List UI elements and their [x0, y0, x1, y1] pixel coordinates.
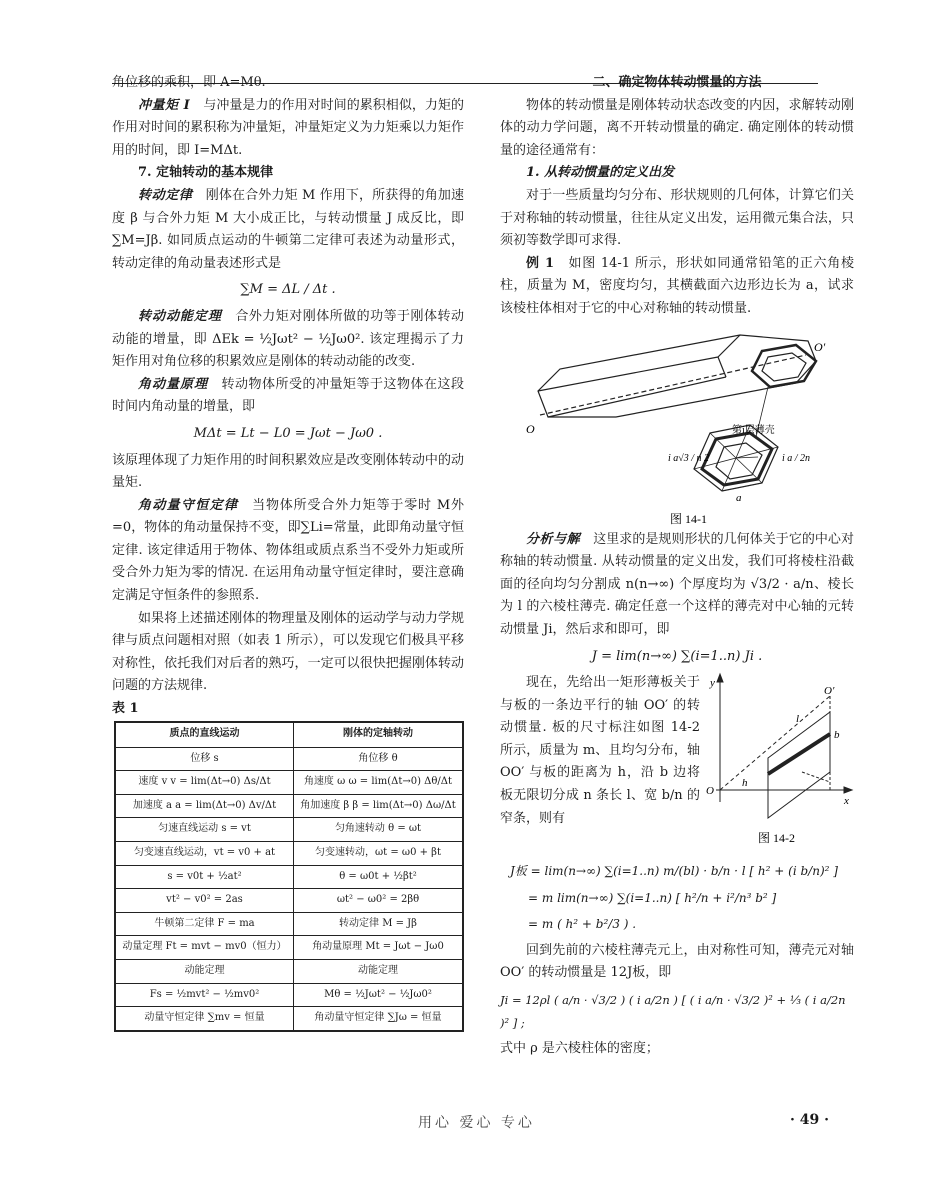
table-cell: 匀变速直线运动，vt = v0 + at [115, 842, 294, 866]
table-row [115, 983, 463, 1007]
top-line: 角位移的乘积，即 A=Mθ. [112, 75, 266, 90]
table-row [115, 818, 463, 842]
term-analysis: 分析与解 [526, 531, 581, 547]
table-row [115, 889, 463, 913]
figure-14-1 [500, 321, 854, 529]
formula-angular-momentum-law: ∑M = ΔL / Δt . [240, 282, 336, 298]
term-angular-momentum: 角动量原理 [138, 376, 208, 392]
formula-impulse-moment: MΔt = Lt − L0 = Jωt − Jω0 . [193, 425, 383, 441]
table-cell: 牛顿第二定律 F = ma [115, 912, 294, 936]
paragraph-rho: 式中 ρ 是六棱柱体的密度； [500, 1041, 659, 1057]
table-cell: 角动量守恒定律 ∑Jω = 恒量 [294, 1007, 464, 1031]
left-column [112, 72, 464, 1032]
table-cell: ωt² − ω0² = 2βθ [294, 889, 464, 913]
label-right-dim: i a / 2n [782, 452, 811, 464]
label-a: a [736, 491, 742, 504]
end-face-hexagon [752, 345, 816, 387]
figure-14-2 [706, 672, 854, 856]
section-7-heading: 7. 定轴转动的基本规律 [138, 165, 274, 181]
paragraph-conservation [112, 495, 464, 608]
paragraph-angular-momentum [112, 374, 464, 419]
table-row [115, 1007, 463, 1031]
kinetic-text: 合外力矩对刚体所做的功等于刚体转动动能的增量，即 ΔEk = ½Jωt² − ½Jω0². 该定理揭示了力矩作用对角位移的积累效应是刚体的转动动能的改变. [112, 308, 464, 370]
formula-sum-J: J = lim(n→∞) ∑(i=1..n) Ji . [591, 648, 763, 664]
table-row [115, 936, 463, 960]
footer-motto: 用心 爱心 专心 [418, 1115, 535, 1131]
table-cell: Fs = ½mvt² − ½mv0² [115, 983, 294, 1007]
table-header-cell: 质点的直线运动 [115, 722, 294, 748]
table-cell: s = v0t + ½at² [115, 865, 294, 889]
paragraph-summary: 如果将上述描述刚体的物理量及刚体的运动学与动力学规律与质点问题相对照（如表 1 所示），可以发现它们极具平移对称性，依托我们对后者的熟巧，一定可以很快把握刚体转动问题的方法规律. [112, 610, 464, 694]
label-O-prime: O′ [814, 339, 826, 354]
table-cell: 角加速度 β β = lim(Δt→0) Δω/Δt [294, 794, 464, 818]
table-cell: 匀变速转动，ωt = ω0 + βt [294, 842, 464, 866]
table-cell: 匀角速转动 θ = ωt [294, 818, 464, 842]
label-l: l [796, 713, 800, 726]
paragraph-rotation-law [112, 185, 464, 275]
term-conservation: 角动量守恒定律 [138, 497, 239, 513]
table-cell: 动能定理 [294, 959, 464, 983]
prism-edge [538, 357, 718, 391]
label-shell: 第i层薄壳 [732, 424, 775, 436]
table-cell: 动量定理 Ft = mvt − mv0（恒力） [115, 936, 294, 960]
plate-block [500, 672, 854, 856]
label-h: h [742, 777, 748, 790]
figure-14-2-caption: 图 14-2 [758, 831, 795, 846]
paragraph-example [500, 253, 854, 321]
conservation-text: 当物体所受合外力矩等于零时 M外=0，物体的角动量保持不变，即∑Li=常量，此即角动量守恒定律. 该定律适用于物体、物体组或质点系当不受外力矩或所受合外力矩为零的情况. 在运用角动量守恒定律时，要注意确定满足守恒条件的参照系. [112, 497, 464, 604]
table-header-cell: 刚体的定轴转动 [294, 722, 464, 748]
prism-outline [538, 335, 816, 417]
term-impulse: 冲量矩 I [138, 97, 191, 113]
page-number: · 49 · [790, 1112, 829, 1128]
table-row [115, 865, 463, 889]
subsection-1-heading: 1. 从转动惯量的定义出发 [526, 165, 675, 181]
term-rotation-law: 转动定律 [138, 187, 193, 203]
table-row [115, 794, 463, 818]
table-cell: 加速度 a a = lim(Δt→0) Δv/Δt [115, 794, 294, 818]
impulse-text: 与冲量是力的作用对时间的累积相似，力矩的作用对时间的累积称为冲量矩，冲量矩定义为力矩乘以力矩作用的时间，即 I=MΔt. [112, 97, 464, 158]
table-cell: 速度 v v = lim(Δt→0) Δs/Δt [115, 771, 294, 795]
example-text: 如图 14-1 所示，形状如同通常铅笔的正六角棱柱，质量为 M，密度均匀，其横截面六边形边长为 a，试求该棱柱体相对于它的中心对称轴的转动惯量. [500, 255, 854, 316]
table-row [115, 959, 463, 983]
table-cell: 角速度 ω ω = lim(Δt→0) Δθ/Δt [294, 771, 464, 795]
strip [768, 734, 830, 774]
table-cell: 匀速直线运动 s = vt [115, 818, 294, 842]
formula-plate-2: = m lim(n→∞) ∑(i=1..n) [ h²/n + i²/n³ b² ] [528, 890, 777, 905]
table-cell: 动量守恒定律 ∑mv = 恒量 [115, 1007, 294, 1031]
table-row [115, 842, 463, 866]
formula-plate-3: = m ( h² + b²/3 ) . [528, 917, 637, 932]
label-left-dim: i a√3 / n 2 [668, 452, 710, 464]
label-y: y [710, 677, 715, 690]
angular-momentum-text: 转动物体所受的冲量矩等于这物体在这段时间内角动量的增量，即 [112, 376, 464, 415]
paragraph-intro: 物体的转动惯量是刚体转动状态改变的内因，求解转动刚体的动力学问题，离不开转动惯量的确定. 确定刚体的转动惯量的途径通常有： [500, 97, 854, 158]
label-b: b [834, 729, 840, 742]
table-row [115, 771, 463, 795]
table-row [115, 912, 463, 936]
table-cell: Mθ = ½Jωt² − ½Jω0² [294, 983, 464, 1007]
paragraph-plate: 现在，先给出一矩形薄板关于与板的一条边平行的轴 OO′ 的转动惯量. 板的尺寸标注如图 14-2 所示，质量为 m、且均匀分布，轴 OO′ 与板的距离为 h，沿 b 边将板无限切分成 n 条长 l、宽 b/n 的窄条，则有 [500, 675, 700, 826]
table-header-row [115, 722, 463, 748]
table-row [115, 747, 463, 771]
table-cell: vt² − v0² = 2as [115, 889, 294, 913]
angular-momentum-after: 该原理体现了力矩作用的时间积累效应是改变刚体转动中的动量矩. [112, 452, 464, 491]
comparison-table [114, 721, 464, 1032]
hexagonal-prism-figure [500, 321, 854, 529]
table-cell: 位移 s [115, 747, 294, 771]
table-cell: 转动定律 M = Jβ [294, 912, 464, 936]
table-label: 表 1 [112, 701, 139, 717]
table-cell: 动能定理 [115, 959, 294, 983]
paragraph-sub1: 对于一些质量均匀分布、形状规则的几何体，计算它们关于对称轴的转动惯量，往往从定义出发，运用微元集合法，只须初等数学即可求得. [500, 187, 854, 249]
label-x: x [844, 795, 849, 808]
paragraph-impulse [112, 95, 464, 163]
rotation-law-text: 刚体在合外力矩 M 作用下，所获得的角加速度 β 与合外力矩 M 大小成正比，与转动惯量 J 成反比，即∑M=Jβ. 如同质点运动的牛顿第二定律可表述为动量形式，转动定律的角动量表述形式是 [112, 187, 464, 271]
label-O: O [526, 421, 535, 436]
figure-14-1-caption: 图 14-1 [670, 511, 707, 526]
table-cell: θ = ω0t + ½βt² [294, 865, 464, 889]
table-cell: 角动量原理 Mt = Jωt − Jω0 [294, 936, 464, 960]
section-2-heading: 二、确定物体转动惯量的方法 [592, 75, 762, 90]
rectangular-plate-figure [706, 672, 854, 856]
table-cell: 角位移 θ [294, 747, 464, 771]
plate-text-block [500, 672, 700, 830]
paragraph-analysis [500, 529, 854, 642]
formula-shell: Ji = 12ρl ( a/n · √3/2 ) ( i a/2n ) [ ( i a/n · √3/2 )² + ⅓ ( i a/2n )² ] ; [500, 993, 846, 1030]
plate [768, 712, 830, 818]
example-label: 例 1 [526, 255, 555, 271]
paragraph-back: 回到先前的六棱柱薄壳元上，由对称性可知，薄壳元对轴 OO′ 的转动惯量是 12J板，即 [500, 942, 854, 981]
label-O: O [706, 785, 714, 798]
formula-plate-1: J板 = lim(n→∞) ∑(i=1..n) m/(bl) · b/n · l [ h² + (i b/n)² ] [510, 864, 838, 879]
term-kinetic: 转动动能定理 [138, 308, 222, 324]
analysis-text: 这里求的是规则形状的几何体关于它的中心对称轴的转动惯量. 从转动惯量的定义出发，我们可将棱柱沿截面的径向均匀分割成 n(n→∞) 个厚度均为 √3/2 · a/n、棱长为 l 的六棱柱薄壳. 确定任意一个这样的薄壳对中心轴的元转动惯量 Ji，然后求和即可，即 [500, 531, 854, 637]
paragraph-kinetic [112, 306, 464, 374]
right-column [500, 72, 854, 1061]
label-O-prime: O′ [824, 685, 835, 698]
